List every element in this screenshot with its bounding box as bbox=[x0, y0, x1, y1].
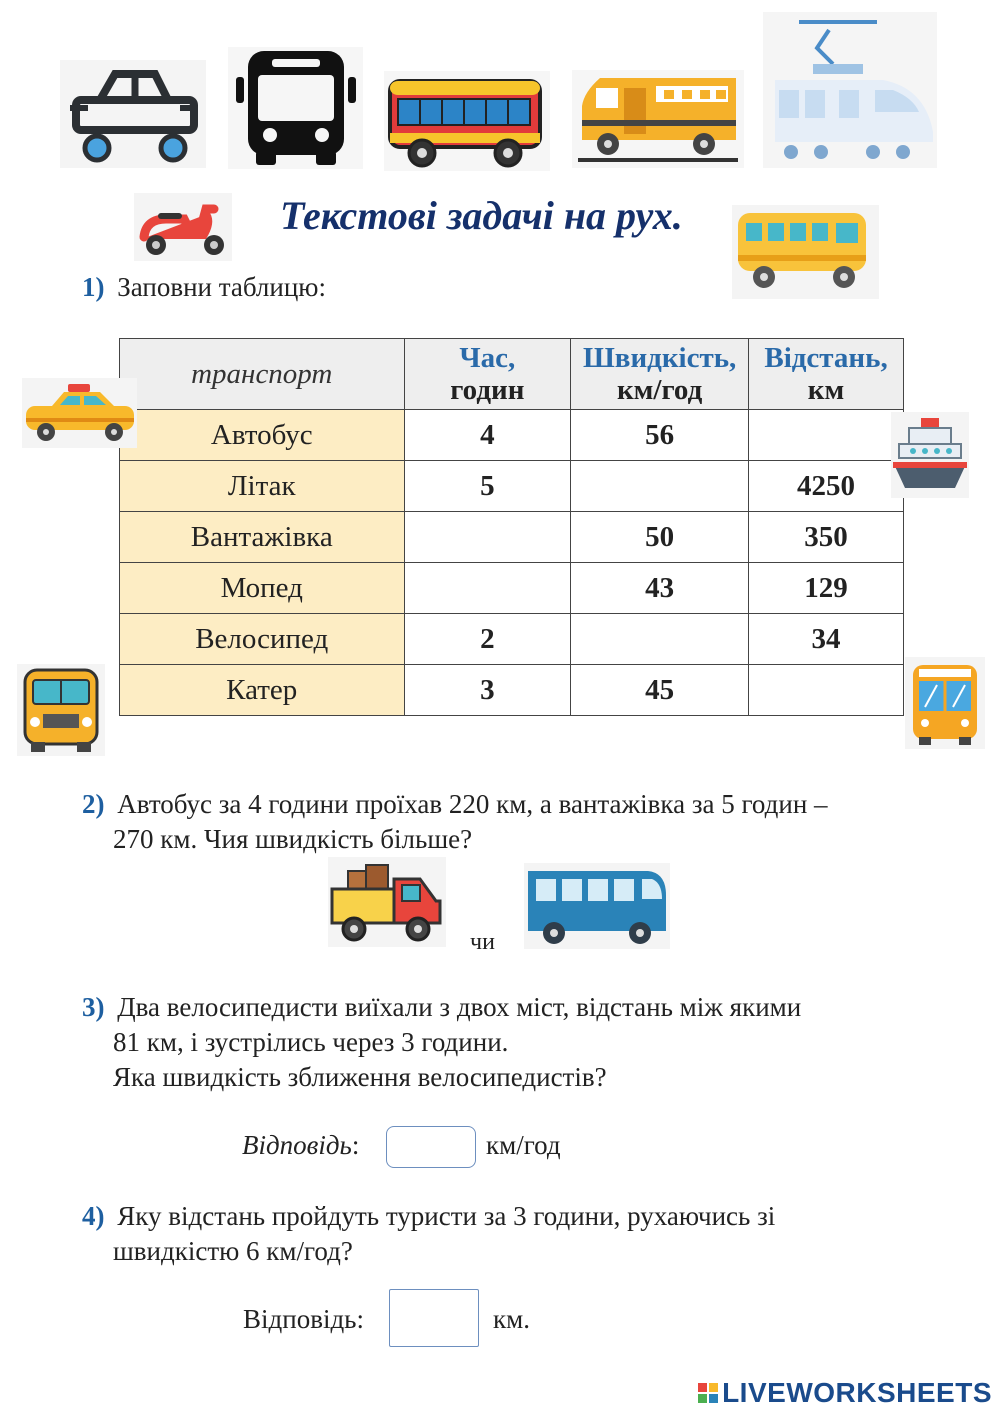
table-row bbox=[120, 614, 904, 665]
cell-distance: 129 bbox=[749, 563, 904, 614]
question-2 bbox=[82, 787, 962, 857]
question-4-text-1: Яку відстань пройдуть туристи за 3 години, рухаючись зі bbox=[117, 1201, 776, 1231]
cell-distance: 4250 bbox=[749, 461, 904, 512]
or-label: чи bbox=[470, 929, 495, 955]
cell-transport: Мопед bbox=[120, 563, 405, 614]
header-time-label: Час, bbox=[459, 342, 516, 374]
yellow-bus-icon bbox=[732, 205, 879, 299]
cell-transport: Літак bbox=[120, 461, 405, 512]
transport-table bbox=[119, 338, 904, 716]
cell-transport: Катер bbox=[120, 665, 405, 716]
cell-distance: 350 bbox=[749, 512, 904, 563]
ship-icon bbox=[891, 412, 969, 498]
cell-time: 4 bbox=[404, 410, 571, 461]
cell-time-input[interactable] bbox=[404, 563, 571, 614]
city-bus-front-icon bbox=[905, 657, 985, 749]
bus-front-icon bbox=[228, 47, 363, 169]
cell-speed-input[interactable] bbox=[571, 614, 749, 665]
page-title: Текстові задачі на рух. bbox=[280, 193, 683, 238]
header-distance bbox=[749, 339, 904, 410]
header-speed bbox=[571, 339, 749, 410]
truck-icon bbox=[328, 857, 446, 947]
cell-speed: 43 bbox=[571, 563, 749, 614]
blue-bus-icon bbox=[524, 863, 670, 949]
question-3-number: 3) bbox=[82, 992, 105, 1022]
table-row bbox=[120, 461, 904, 512]
train-icon bbox=[763, 12, 937, 168]
question-2-number: 2) bbox=[82, 789, 105, 819]
question-4-answer-label: Відповідь: bbox=[243, 1304, 364, 1334]
question-4-line-2: швидкістю 6 км/год? bbox=[113, 1236, 353, 1266]
school-bus-icon bbox=[572, 70, 744, 168]
cell-speed: 45 bbox=[571, 665, 749, 716]
cell-speed: 56 bbox=[571, 410, 749, 461]
cell-distance-input[interactable] bbox=[749, 410, 904, 461]
cell-speed-input[interactable] bbox=[571, 461, 749, 512]
question-4-line-1 bbox=[82, 1199, 962, 1234]
question-2-line-1 bbox=[82, 787, 962, 822]
question-3-line-2: 81 км, і зустрілись через 3 години. bbox=[113, 1027, 509, 1057]
cell-transport: Велосипед bbox=[120, 614, 405, 665]
question-3-answer-input[interactable] bbox=[386, 1126, 476, 1168]
cell-transport: Автобус bbox=[120, 410, 405, 461]
question-1-number: 1) bbox=[82, 272, 105, 302]
scooter-icon bbox=[134, 193, 232, 261]
header-distance-label: Відстань, bbox=[764, 342, 888, 374]
answer-label-text: Відповідь bbox=[242, 1130, 352, 1160]
question-3-line-1 bbox=[82, 990, 962, 1025]
cell-speed: 50 bbox=[571, 512, 749, 563]
header-transport: транспорт bbox=[120, 339, 405, 410]
red-bus-icon bbox=[384, 71, 550, 171]
answer-label-colon: : bbox=[351, 1130, 360, 1160]
header-time-unit: годин bbox=[450, 374, 525, 406]
school-bus-front-icon bbox=[17, 664, 105, 756]
question-2-line-2: 270 км. Чия швидкість більше? bbox=[113, 824, 473, 854]
question-4-number: 4) bbox=[82, 1201, 105, 1231]
question-4-answer-input[interactable] bbox=[389, 1289, 479, 1347]
table-row bbox=[120, 665, 904, 716]
question-2-text-1: Автобус за 4 години проїхав 220 км, а вантажівка за 5 годин – bbox=[117, 789, 828, 819]
question-3 bbox=[82, 990, 962, 1095]
question-3-answer-label bbox=[242, 1128, 359, 1163]
table-row bbox=[120, 563, 904, 614]
header-distance-unit: км bbox=[807, 374, 845, 406]
table-header-row bbox=[120, 339, 904, 410]
table-row bbox=[120, 512, 904, 563]
question-3-text-1: Два велосипедисти виїхали з двох міст, відстань між якими bbox=[117, 992, 802, 1022]
watermark bbox=[698, 1377, 992, 1409]
question-3-line-3: Яка швидкість зближення велосипедистів? bbox=[113, 1062, 607, 1092]
table-row bbox=[120, 410, 904, 461]
taxi-icon bbox=[22, 378, 137, 448]
cell-transport: Вантажівка bbox=[120, 512, 405, 563]
question-3-unit: км/год bbox=[486, 1130, 561, 1160]
cell-time-input[interactable] bbox=[404, 512, 571, 563]
cell-time: 2 bbox=[404, 614, 571, 665]
watermark-text: LIVEWORKSHEETS bbox=[722, 1377, 992, 1408]
header-speed-label: Швидкість, bbox=[582, 342, 737, 374]
cell-time: 5 bbox=[404, 461, 571, 512]
question-1-text: Заповни таблицю: bbox=[117, 272, 326, 302]
cell-distance: 34 bbox=[749, 614, 904, 665]
cell-time: 3 bbox=[404, 665, 571, 716]
car-icon bbox=[60, 60, 206, 168]
question-1 bbox=[82, 270, 326, 305]
cell-distance-input[interactable] bbox=[749, 665, 904, 716]
header-speed-unit: км/год bbox=[616, 374, 703, 406]
question-4 bbox=[82, 1199, 962, 1269]
watermark-logo-icon bbox=[698, 1383, 718, 1403]
question-4-unit: км. bbox=[493, 1304, 530, 1334]
header-time bbox=[404, 339, 571, 410]
